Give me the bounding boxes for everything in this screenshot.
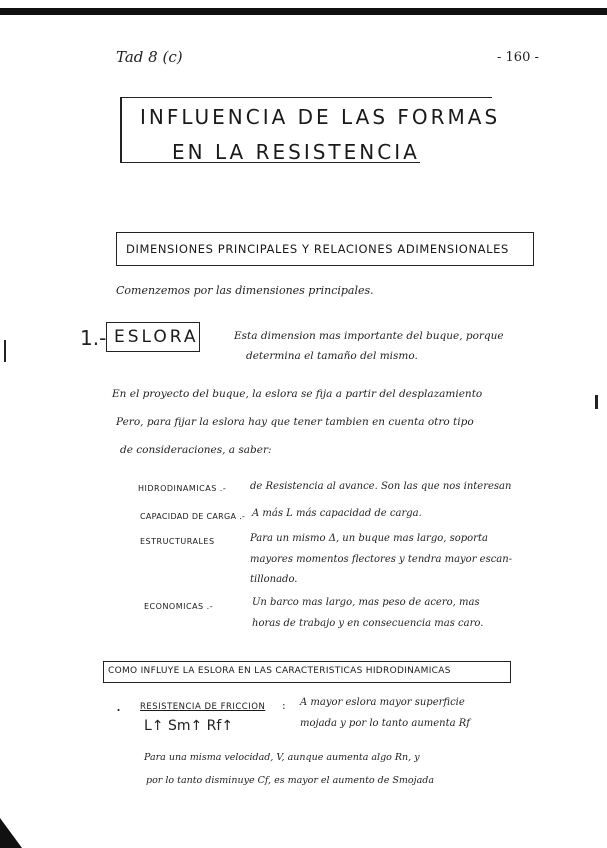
consideration-text: mayores momentos flectores y tendra mayor escan- (250, 554, 513, 565)
consideration-text: tillonado. (250, 574, 298, 585)
title-line-1: INFLUENCIA DE LAS FORMAS (140, 105, 501, 129)
eslora-label: ESLORA (114, 327, 199, 347)
consideration-label: ECONOMICAS .- (144, 602, 214, 611)
friction-text-2: mojada y por lo tanto aumenta Rf (300, 718, 470, 729)
consideration-label: ESTRUCTURALES (140, 537, 215, 546)
scan-corner-mark (0, 818, 22, 848)
eslora-desc-line-1: Esta dimension mas importante del buque, porque (234, 330, 504, 342)
intro-text: Comenzemos por las dimensiones principales. (116, 284, 374, 297)
scan-margin-mark (595, 395, 598, 409)
page-number: - 160 - (497, 50, 539, 65)
closing-line-1: Para una misma velocidad, V, aunque aumenta algo Rn, y (144, 752, 420, 763)
header-note: Tad 8 (c) (116, 48, 183, 66)
closing-line-2: por lo tanto disminuye Cf, es mayor el aumento de Smojada (146, 775, 434, 786)
friction-bullet: . (116, 696, 122, 715)
subsection-heading: COMO INFLUYE LA ESLORA EN LAS CARACTERISTICAS HIDRODINAMICAS (108, 666, 451, 676)
friction-formula: L↑ Sm↑ Rf↑ (144, 718, 234, 734)
paragraph-line-1: En el proyecto del buque, la eslora se fija a partir del desplazamiento (112, 388, 483, 400)
consideration-text: horas de trabajo y en consecuencia mas caro. (252, 618, 484, 629)
consideration-text: Para un mismo Δ, un buque mas largo, soporta (250, 533, 488, 544)
consideration-text: A más L más capacidad de carga. (252, 508, 422, 519)
scan-margin-mark (4, 340, 6, 362)
friction-label: RESISTENCIA DE FRICCION (140, 702, 266, 712)
consideration-text: Un barco mas largo, mas peso de acero, mas (252, 597, 480, 608)
item-number: 1.- (80, 326, 107, 350)
title-line-2: EN LA RESISTENCIA (172, 140, 420, 164)
consideration-label: CAPACIDAD DE CARGA .- (140, 512, 246, 521)
friction-colon: : (282, 699, 286, 712)
eslora-desc-line-2: determina el tamaño del mismo. (246, 350, 418, 362)
consideration-text: de Resistencia al avance. Son las que nos interesan (250, 481, 512, 492)
paragraph-line-3: de consideraciones, a saber: (120, 444, 272, 456)
title-left-rule (120, 97, 122, 163)
paragraph-line-2: Pero, para fijar la eslora hay que tener tambien en cuenta otro tipo (116, 416, 474, 428)
friction-text-1: A mayor eslora mayor superficie (300, 697, 465, 708)
scan-top-edge (0, 8, 607, 15)
consideration-label: HIDRODINAMICAS .- (138, 484, 227, 493)
section-heading: DIMENSIONES PRINCIPALES Y RELACIONES ADIMENSIONALES (126, 242, 509, 256)
title-top-rule (120, 97, 492, 98)
